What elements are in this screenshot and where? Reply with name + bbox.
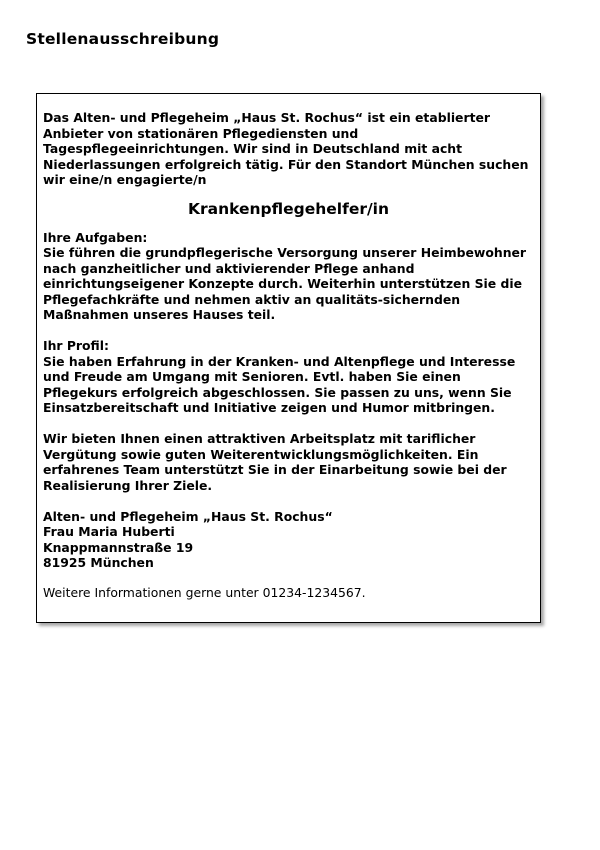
tasks-section: Ihre Aufgaben: Sie führen die grundpflegerische Versorgung unserer Heimbewohner nach ganzheitlicher und aktivierender Pflege anhand einrichtungseigener Konzepte durch. Weiterhin unterstützen Sie die Pflegefachkräfte und nehmen aktiv an qualitäts-sichernden Maßnahmen unseres Hauses teil. [43, 229, 527, 322]
page-heading: Stellenausschreibung [26, 30, 220, 48]
offer-paragraph: Wir bieten Ihnen einen attraktiven Arbeitsplatz mit tariflicher Vergütung sowie guten Weiterentwicklungsmöglichkeiten. Ein erfahrenes Team unterstützt Sie in der Einarbeitung sowie bei der Realisierung Ihrer Ziele. [43, 431, 507, 493]
profile-section: Ihr Profil: Sie haben Erfahrung in der Kranken- und Altenpflege und Interesse und Freude am Umgang mit Senioren. Evtl. haben Sie einen Pflegekurs erfolgreich abgeschlossen. Sie passen zu uns, wenn Sie Einsatzbereitschaft und Initiative zeigen und Humor mitbringen. [43, 338, 516, 415]
footer-note: Weitere Informationen gerne unter 01234-1234567. [43, 584, 366, 600]
intro-paragraph: Das Alten- und Pflegeheim „Haus St. Rochus“ ist ein etablierter Anbieter von stationären Pflegediensten und Tagespflegeeinrichtungen. Wir sind in Deutschland mit acht Niederlassungen erfolgreich tätig. Für den Standort München suchen wir eine/n engagierte/n [43, 110, 529, 187]
contact-address: Alten- und Pflegeheim „Haus St. Rochus“ Frau Maria Huberti Knappmannstraße 19 81925 München [43, 508, 333, 570]
job-advertisement-box [36, 93, 541, 623]
job-title: Krankenpflegehelfer/in [187, 199, 390, 218]
